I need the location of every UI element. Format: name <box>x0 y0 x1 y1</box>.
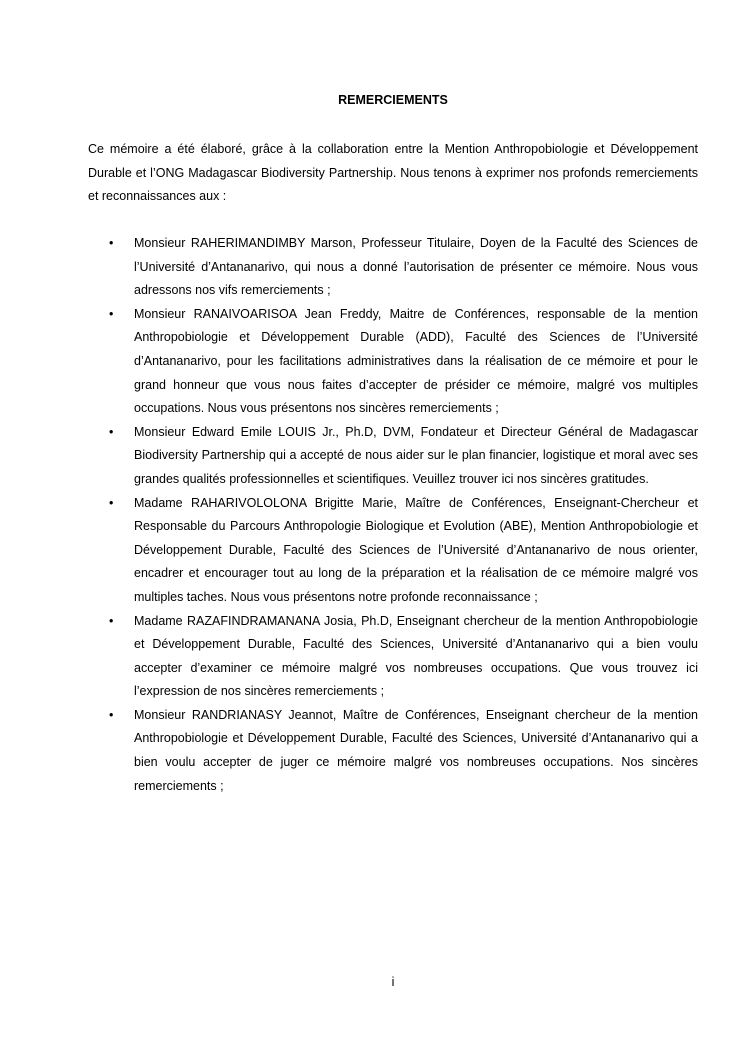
list-item <box>88 492 698 610</box>
list-item-text: Monsieur RANDRIANASY Jeannot, Maître de Conférences, Enseignant chercheur de la mention Anthropobiologie et Développement Durable, Faculté des Sciences, Université d’Antananarivo qui a bien voulu accepter de juger ce mémoire malgré vos nombreuses occupations. Nos sincères remerciements ; <box>134 707 698 793</box>
bullet-icon: • <box>109 424 114 439</box>
bullet-icon: • <box>109 707 114 722</box>
list-item-text: Monsieur RANAIVOARISOA Jean Freddy, Maitre de Conférences, responsable de la mention Anthropobiologie et Développement Durable (ADD), Faculté des Sciences de l’Université d’Antananarivo, pour les facilitations administratives dans la réalisation de ce mémoire et pour le grand honneur que vous nous faites d’accepter de présider ce mémoire, malgré vos multiples occupations. Nous vous présentons nos sincères remerciements ; <box>134 306 698 416</box>
list-item <box>88 704 698 798</box>
list-item <box>88 421 698 492</box>
list-item-text: Monsieur RAHERIMANDIMBY Marson, Professeur Titulaire, Doyen de la Faculté des Sciences de l’Université d’Antananarivo, qui nous a donné l’autorisation de présenter ce mémoire. Nous vous adressons nos vifs remerciements ; <box>134 236 698 298</box>
list-item <box>88 610 698 704</box>
bullet-icon: • <box>109 236 114 250</box>
list-item-text: Monsieur Edward Emile LOUIS Jr., Ph.D, DVM, Fondateur et Directeur Général de Madagascar Biodiversity Partnership qui a accepté de nous aider sur le plan financier, logistique et moral avec ses grandes qualités professionnelles et scientifiques. Veuillez trouver ici nos sincères gratitudes. <box>134 424 698 486</box>
bullet-icon: • <box>109 613 114 628</box>
page-title: REMERCIEMENTS <box>338 93 448 107</box>
list-item <box>88 232 698 303</box>
list-item-text: Madame RAHARIVOLOLONA Brigitte Marie, Maître de Conférences, Enseignant-Chercheur et Responsable du Parcours Anthropologie Biologique et Evolution (ABE), Mention Anthropobiologie et Développement Durable, Faculté des Sciences de l’Université d’Antananarivo de nous orienter, encadrer et encourager tout au long de la préparation et la réalisation de ce mémoire malgré vos multiples taches. Nous vous présentons notre profonde reconnaissance ; <box>134 495 698 604</box>
list-item-text: Madame RAZAFINDRAMANANA Josia, Ph.D, Enseignant chercheur de la mention Anthropobiologie et Développement Durable, Faculté des Sciences, Université d’Antananarivo qui a bien voulu accepter d’examiner ce mémoire malgré vos nombreuses occupations. Que vous trouvez ici l’expression de nos sincères remerciements ; <box>134 613 698 699</box>
page-number: i <box>391 975 395 989</box>
intro-paragraph: Ce mémoire a été élaboré, grâce à la collaboration entre la Mention Anthropobiologie et Développement Durable et l’ONG Madagascar Biodiversity Partnership. Nous tenons à exprimer nos profonds remerciements et reconnaissances aux : <box>88 142 698 204</box>
acknowledgement-list <box>88 232 698 798</box>
bullet-icon: • <box>109 306 114 321</box>
bullet-icon: • <box>109 495 114 510</box>
list-item <box>88 303 698 421</box>
